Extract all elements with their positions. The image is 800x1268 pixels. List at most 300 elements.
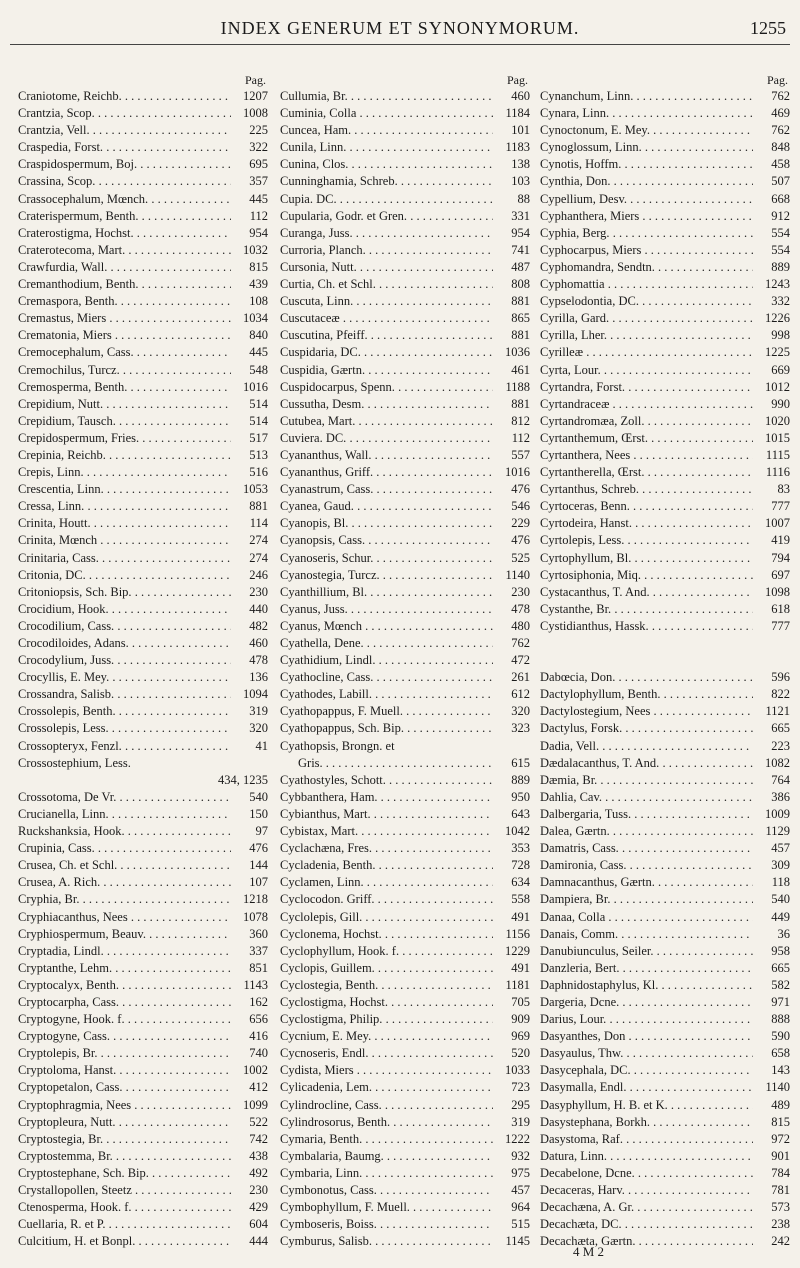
page-ref: 954 [511, 225, 530, 240]
index-entry [280, 447, 530, 464]
page-ref: 764 [771, 772, 790, 787]
genus-name: Cyrtosiphonia, Miq. . . . [540, 567, 753, 584]
page-ref: 1082 [765, 755, 790, 770]
page-ref: 546 [511, 499, 530, 514]
index-entry [18, 806, 268, 823]
index-entry [18, 327, 268, 344]
spacer [540, 652, 790, 669]
index-entry [18, 874, 268, 891]
index-entry [280, 344, 530, 361]
running-title: INDEX GENERUM ET SYNONYMORUM. [220, 18, 580, 38]
genus-name: Cycladenia, Benth. . . . [280, 857, 493, 874]
page-ref: 472 [511, 653, 530, 668]
page-ref: 476 [249, 841, 268, 856]
genus-name: Cycnoseris, Endl. . . . [280, 1045, 493, 1062]
page-ref: 112 [511, 430, 530, 445]
index-entry [280, 960, 530, 977]
page-ref: 492 [249, 1165, 268, 1180]
index-entry [18, 481, 268, 498]
genus-name: Cyrtandraceæ . . . [540, 396, 753, 413]
genus-name: Curroria, Planch. . . . [280, 242, 493, 259]
genus-name: Datura, Linn. . . . [540, 1148, 753, 1165]
index-entry [540, 823, 790, 840]
index-entry [280, 926, 530, 943]
index-entry [18, 601, 268, 618]
genus-name: Cryphiospermum, Beauv. . . . [18, 926, 231, 943]
index-entry [280, 1114, 530, 1131]
genus-name: Cyclonema, Hochst. . . . [280, 926, 493, 943]
index-entry [540, 1045, 790, 1062]
index-entry [18, 960, 268, 977]
genus-name: Cyathostyles, Schott. . . . [280, 772, 493, 789]
index-entry [540, 532, 790, 549]
page-ref: 615 [511, 755, 530, 770]
genus-name: Crassocephalum, Mœnch. . . . [18, 191, 231, 208]
index-entry [280, 1045, 530, 1062]
genus-name: Cylindrocline, Cass. . . . [280, 1097, 493, 1114]
index-column-1 [18, 73, 268, 1250]
index-entry [280, 1165, 530, 1182]
index-entry [18, 498, 268, 515]
page-ref: 136 [249, 670, 268, 685]
genus-name: Decaceras, Harv. . . . [540, 1182, 753, 1199]
index-entry [18, 88, 268, 105]
page-ref: 851 [249, 960, 268, 975]
page-ref: 517 [249, 430, 268, 445]
index-entry [18, 977, 268, 994]
page-ref: 656 [249, 1012, 268, 1027]
index-entry [280, 1011, 530, 1028]
genus-name: Cypselodontia, DC. . . . [540, 293, 753, 310]
genus-name: Craspedia, Forst. . . . [18, 139, 231, 156]
page-ref: 108 [249, 294, 268, 309]
index-entry [280, 977, 530, 994]
genus-name: Dargeria, Dcne. . . . [540, 994, 753, 1011]
index-entry [540, 1182, 790, 1199]
page-ref: 889 [511, 772, 530, 787]
page-ref: 705 [511, 994, 530, 1009]
index-entry [280, 208, 530, 225]
genus-name: Cremaspora, Benth. . . . [18, 293, 231, 310]
page-ref: 1002 [243, 1063, 268, 1078]
page-ref: 1156 [505, 926, 530, 941]
index-entry [18, 909, 268, 926]
genus-name: Cyphanthera, Miers . . . [540, 208, 753, 225]
genus-name: Cyananthus, Wall. . . . [280, 447, 493, 464]
page-ref: 112 [249, 208, 268, 223]
genus-name: Cydista, Miers . . . [280, 1062, 493, 1079]
index-entry [18, 772, 268, 789]
index-column-2 [280, 73, 530, 1250]
index-entry [540, 1148, 790, 1165]
page-ref: 478 [511, 601, 530, 616]
page-ref: 1225 [765, 345, 790, 360]
index-entry [18, 362, 268, 379]
index-entry [18, 789, 268, 806]
genus-name: Cyanoseris, Schur. . . . [280, 550, 493, 567]
page-ref [231, 755, 268, 772]
genus-name: Cyphomandra, Sendtn. . . . [540, 259, 753, 276]
index-entry [280, 601, 530, 618]
page-ref: 429 [249, 1200, 268, 1215]
page-ref: 1226 [765, 311, 790, 326]
genus-name: Cryptocalyx, Benth. . . . [18, 977, 231, 994]
page-ref: 36 [777, 926, 790, 941]
page-ref: 1016 [243, 379, 268, 394]
genus-name: Craterostigma, Hochst. . . . [18, 225, 231, 242]
index-entry [540, 156, 790, 173]
page-ref: 540 [249, 789, 268, 804]
index-entry [280, 173, 530, 190]
page-ref: 83 [777, 482, 790, 497]
genus-name: Cryptopetalon, Cass. . . . [18, 1079, 231, 1096]
index-entry [280, 327, 530, 344]
page-ref: 487 [511, 259, 530, 274]
page-ref: 419 [771, 533, 790, 548]
index-entry [18, 891, 268, 908]
page-number: 1255 [750, 18, 786, 38]
page-ref: 476 [511, 482, 530, 497]
genus-name: Decachæna, A. Gr. . . . [540, 1199, 753, 1216]
genus-name: Crossotoma, De Vr. . . . [18, 789, 231, 806]
page-ref: 777 [771, 618, 790, 633]
genus-name: Dampiera, Br. . . . [540, 891, 753, 908]
genus-name: Cryptanthe, Lehm. . . . [18, 960, 231, 977]
genus-name: Cullumia, Br. . . . [280, 88, 493, 105]
index-entry [18, 720, 268, 737]
genus-name: Cryptadia, Lindl. . . . [18, 943, 231, 960]
genus-name: Crepinia, Reichb. . . . [18, 447, 231, 464]
index-entry [18, 430, 268, 447]
page-ref: 274 [249, 533, 268, 548]
genus-name: Craterotecoma, Mart. . . . [18, 242, 231, 259]
index-entry [18, 379, 268, 396]
genus-name: Cyrtandra, Forst. . . . [540, 379, 753, 396]
genus-name: Cuspidaria, DC. . . . [280, 344, 493, 361]
page-ref: 634 [511, 875, 530, 890]
index-entry [18, 447, 268, 464]
page-ref: 950 [511, 789, 530, 804]
genus-name: Cuscutaceæ . . . [280, 310, 493, 327]
index-entry [540, 772, 790, 789]
genus-name: Cryptopleura, Nutt. . . . [18, 1114, 231, 1131]
index-entry [280, 242, 530, 259]
genus-name: Cryptostemma, Br. . . . [18, 1148, 231, 1165]
genus-name: Cryptophragmia, Nees . . . [18, 1097, 231, 1114]
genus-name: Damatris, Cass. . . . [540, 840, 753, 857]
genus-name: Cuellaria, R. et P. . . . [18, 1216, 231, 1233]
index-entry [18, 1233, 268, 1250]
genus-name: Cystidianthus, Hassk. . . . [540, 618, 753, 635]
index-entry [280, 1216, 530, 1233]
genus-name: Cuviera. DC. . . . [280, 430, 493, 447]
genus-name: Cymbaria, Linn. . . . [280, 1165, 493, 1182]
page-ref: 386 [771, 789, 790, 804]
genus-name: Cyanea, Gaud. . . . [280, 498, 493, 515]
page-ref: 573 [771, 1200, 790, 1215]
page-ref: 491 [511, 909, 530, 924]
index-entry [540, 276, 790, 293]
index-entry [280, 584, 530, 601]
page-ref: 469 [771, 106, 790, 121]
genus-name: Crupinia, Cass. . . . [18, 840, 231, 857]
index-entry [540, 1131, 790, 1148]
page-ref: 274 [249, 550, 268, 565]
genus-name: Dabœcia, Don. . . . [540, 669, 753, 686]
index-entry [18, 1097, 268, 1114]
genus-name: Cyathopappus, Sch. Bip. . . . [280, 720, 493, 737]
page-ref: 557 [511, 447, 530, 462]
genus-name: Cyclocodon. Griff. . . . [280, 891, 493, 908]
index-entry [540, 977, 790, 994]
page-ref: 416 [249, 1029, 268, 1044]
index-entry [540, 191, 790, 208]
index-entry [540, 960, 790, 977]
page-ref: 1036 [505, 345, 530, 360]
page-ref: 460 [249, 636, 268, 650]
index-entry [18, 857, 268, 874]
genus-name: Cybistax, Mart. . . . [280, 823, 493, 840]
index-entry [280, 806, 530, 823]
index-entry [540, 396, 790, 413]
genus-name: Crystallopollen, Steetz . . . [18, 1182, 231, 1199]
page-ref: 604 [249, 1217, 268, 1232]
index-entry [18, 1182, 268, 1199]
page-ref: 457 [771, 841, 790, 856]
genus-name: Damironia, Cass. . . . [540, 857, 753, 874]
page-ref: 548 [249, 362, 268, 377]
index-entry [540, 105, 790, 122]
index-entry [280, 1079, 530, 1096]
index-entry [540, 703, 790, 720]
genus-name: Cybbanthera, Ham. . . . [280, 789, 493, 806]
index-entry [18, 1131, 268, 1148]
index-entry [280, 840, 530, 857]
genus-name: Cuminia, Colla . . . [280, 105, 493, 122]
page-ref: 665 [771, 721, 790, 736]
genus-name: Cyrtoceras, Benn. . . . [540, 498, 753, 515]
genus-name: Cryptostephane, Sch. Bip. . . . [18, 1165, 231, 1182]
page-ref: 516 [249, 465, 268, 480]
page-ref: 319 [249, 704, 268, 719]
genus-name: Dasyanthes, Don . . . [540, 1028, 753, 1045]
index-entry [18, 413, 268, 430]
index-entry [540, 88, 790, 105]
genus-name: Gris. . . . [280, 755, 493, 772]
page-ref: 261 [511, 670, 530, 685]
page-ref: 41 [255, 738, 268, 753]
genus-name: Crassina, Scop. . . . [18, 173, 231, 190]
index-entry [280, 156, 530, 173]
index-entry [18, 1199, 268, 1216]
genus-name: Crocodilium, Cass. . . . [18, 618, 231, 635]
index-entry [18, 344, 268, 361]
page-ref: 888 [771, 1012, 790, 1027]
page-ref: 540 [771, 892, 790, 907]
genus-name: Cyrtanthera, Nees . . . [540, 447, 753, 464]
page-ref: 230 [249, 584, 268, 599]
index-entry [18, 1011, 268, 1028]
page-ref: 971 [771, 994, 790, 1009]
index-entry [540, 840, 790, 857]
page-ref: 482 [249, 618, 268, 633]
page-ref: 295 [511, 1097, 530, 1112]
genus-name: Cupia. DC. . . . [280, 191, 493, 208]
index-entry [18, 686, 268, 703]
genus-name: Daphnidostaphylus, Kl. . . . [540, 977, 753, 994]
index-entry [540, 413, 790, 430]
genus-name: Craniotome, Reichb. . . . [18, 88, 231, 105]
genus-name: Dactylostegium, Nees . . . [540, 703, 753, 720]
index-entry [280, 362, 530, 379]
page-ref: 489 [771, 1097, 790, 1112]
genus-name: Dactylus, Forsk. . . . [540, 720, 753, 737]
page-ref: 445 [249, 191, 268, 206]
index-entry [540, 789, 790, 806]
genus-name: Cuncea, Ham. . . . [280, 122, 493, 139]
index-entry [540, 1097, 790, 1114]
page-ref: 438 [249, 1148, 268, 1163]
index-entry [540, 1199, 790, 1216]
genus-name: Damnacanthus, Gærtn. . . . [540, 874, 753, 891]
genus-name: Craspidospermum, Boj. . . . [18, 156, 231, 173]
genus-name: Cupularia, Godr. et Gren. . . . [280, 208, 493, 225]
genus-name: Cuspidia, Gærtn. . . . [280, 362, 493, 379]
index-entry [280, 105, 530, 122]
genus-name: Culcitium, H. et Bonpl. . . . [18, 1233, 231, 1250]
page-ref: 1016 [505, 465, 530, 480]
genus-name: Cremastus, Miers . . . [18, 310, 231, 327]
page-ref: 331 [511, 208, 530, 223]
index-entry [18, 208, 268, 225]
genus-name: Cyathodes, Labill. . . . [280, 686, 493, 703]
genus-name: Cynoglossum, Linn. . . . [540, 139, 753, 156]
page-ref: 230 [249, 1183, 268, 1197]
genus-name: Cyanus, Juss. . . . [280, 601, 493, 618]
genus-name: Ruckshanksia, Hook. . . . [18, 823, 231, 840]
index-entry [540, 242, 790, 259]
index-entry [280, 259, 530, 276]
page-ref: 101 [511, 123, 530, 138]
genus-name: Cyanopsis, Cass. . . . [280, 532, 493, 549]
page-ref: 1140 [765, 1080, 790, 1095]
index-entry [18, 926, 268, 943]
page-ref: 643 [511, 806, 530, 821]
page-ref: 815 [771, 1114, 790, 1129]
index-entry [280, 310, 530, 327]
page-ref: 972 [771, 1131, 790, 1146]
page-ref: 457 [511, 1183, 530, 1197]
genus-name: Cuspidocarpus, Spenn. . . . [280, 379, 493, 396]
index-entry [540, 1165, 790, 1182]
page-ref: 1183 [505, 140, 530, 155]
page-ref: 478 [249, 653, 268, 668]
index-entry [280, 550, 530, 567]
genus-name: Critonia, DC. . . . [18, 567, 231, 584]
index-entry [280, 1131, 530, 1148]
page-ref: 1188 [505, 379, 530, 394]
page-ref: 449 [771, 909, 790, 924]
genus-name: Crocidium, Hook. . . . [18, 601, 231, 618]
index-entry [280, 139, 530, 156]
page-ref: 808 [511, 277, 530, 292]
genus-name: Cyrtanthemum, Œrst. . . . [540, 430, 753, 447]
index-entry [540, 1062, 790, 1079]
page-ref: 107 [249, 875, 268, 890]
page-ref: 1229 [505, 943, 530, 958]
index-entry [18, 584, 268, 601]
genus-name: Cyrtanthus, Schreb. . . . [540, 481, 753, 498]
genus-name: Crematonia, Miers . . . [18, 327, 231, 344]
index-entry [540, 310, 790, 327]
index-entry [18, 532, 268, 549]
genus-name: Cyathella, Dene. . . . [280, 635, 493, 652]
index-entry [280, 515, 530, 532]
index-entry [18, 567, 268, 584]
page-ref: 964 [511, 1200, 530, 1215]
index-entry [280, 1182, 530, 1199]
page-ref: 1207 [243, 89, 268, 103]
genus-name: Cryptocarpha, Cass. . . . [18, 994, 231, 1011]
genus-name: Crinitaria, Cass. . . . [18, 550, 231, 567]
index-entry [18, 652, 268, 669]
page-ref: 434, 1235 [218, 772, 268, 787]
genus-name: Cuscuta, Linn. . . . [280, 293, 493, 310]
index-entry [540, 550, 790, 567]
page-ref: 1094 [243, 687, 268, 702]
index-entry [280, 293, 530, 310]
page-ref: 114 [249, 516, 268, 531]
genus-name: Dasystoma, Raf. . . . [540, 1131, 753, 1148]
index-entry [540, 943, 790, 960]
header-rule [10, 44, 790, 45]
genus-name: Cymbonotus, Cass. . . . [280, 1182, 493, 1199]
page-ref: 889 [771, 259, 790, 274]
index-entry [18, 242, 268, 259]
index-entry [18, 1165, 268, 1182]
page-ref: 1020 [765, 413, 790, 428]
page-ref: 439 [249, 277, 268, 292]
index-entry [280, 1028, 530, 1045]
index-entry [280, 1148, 530, 1165]
index-entry [280, 122, 530, 139]
index-entry [280, 874, 530, 891]
index-entry [18, 139, 268, 156]
page-ref: 1115 [765, 447, 790, 462]
page-ref: 230 [511, 584, 530, 599]
page-ref: 612 [511, 687, 530, 702]
index-entry [18, 840, 268, 857]
genus-name: Cylindrosorus, Benth. . . . [280, 1114, 493, 1131]
genus-name: Cymbophyllum, F. Muell. . . . [280, 1199, 493, 1216]
index-entry [540, 430, 790, 447]
genus-name: Cyphia, Berg. . . . [540, 225, 753, 242]
index-entry [18, 1062, 268, 1079]
genus-name: Crinita, Houtt. . . . [18, 515, 231, 532]
index-entry [280, 652, 530, 669]
index-entry [280, 669, 530, 686]
genus-name: Cymburus, Salisb. . . . [280, 1233, 493, 1250]
genus-name: Darius, Lour. . . . [540, 1011, 753, 1028]
genus-name: Dasycephala, DC. . . . [540, 1062, 753, 1079]
genus-name: Cyananthus, Griff. . . . [280, 464, 493, 481]
genus-name: Cyclostigma, Hochst. . . . [280, 994, 493, 1011]
genus-name: Decachæta, DC. . . . [540, 1216, 753, 1233]
page-ref: 932 [511, 1148, 530, 1163]
genus-name: Cryphia, Br. . . . [18, 891, 231, 908]
page-ref: 728 [511, 858, 530, 873]
genus-name: Danais, Comm. . . . [540, 926, 753, 943]
